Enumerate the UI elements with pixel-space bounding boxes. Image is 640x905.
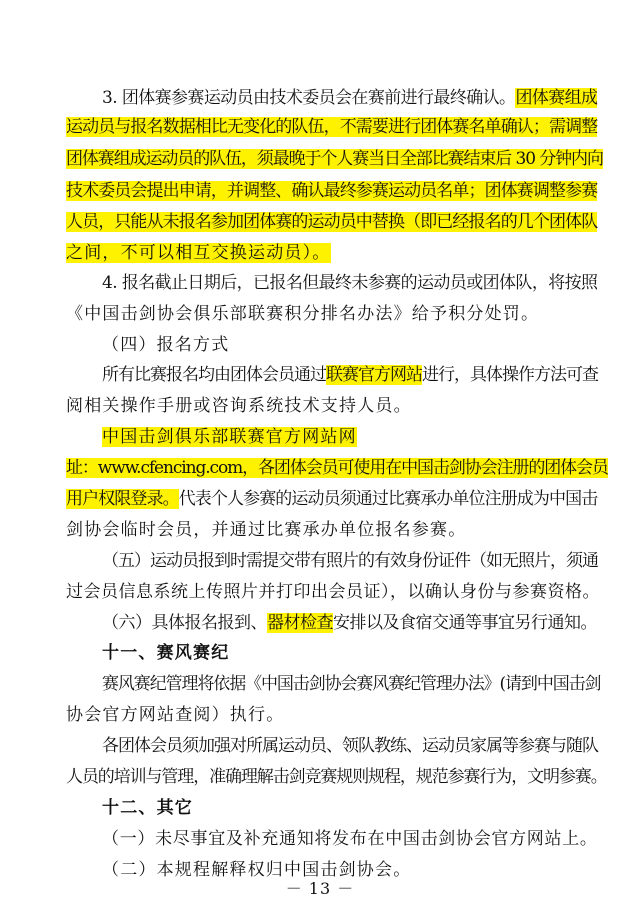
section6-text: 安排以及食宿交通等事宜另行通知。 bbox=[333, 613, 597, 633]
para3-line1 bbox=[102, 84, 597, 112]
section5-line2: 过会员信息系统上传照片并打印出会员证），以确认身份与参赛资格。 bbox=[66, 582, 600, 602]
section4-line3 bbox=[102, 423, 357, 451]
section12-heading: 十二、其它 bbox=[102, 798, 193, 818]
para3-line4 bbox=[66, 177, 597, 205]
highlight-text: 联赛官方网站 bbox=[326, 365, 422, 385]
highlight-text: 技术委员会提出申请，并调整、确认最终参赛运动员名单；团体赛调整参赛 bbox=[66, 181, 598, 201]
section6-text: （六）具体报名报到、 bbox=[102, 613, 267, 633]
highlight-text: 之间，不可以相互交换运动员）。 bbox=[66, 243, 331, 263]
section6-line1 bbox=[102, 609, 597, 637]
section4-text: 代表个人参赛的运动员须通过比赛承办单位注册成为中国击 bbox=[178, 489, 598, 509]
section11-p2-line2: 人员的培训与管理，准确理解击剑竞赛规则规程，规范参赛行为，文明参赛。 bbox=[66, 767, 607, 787]
section4-line1 bbox=[102, 361, 598, 389]
highlight-text: 中国击剑俱乐部联赛官方网站网 bbox=[102, 427, 357, 447]
section11-heading: 十一、赛风赛纪 bbox=[102, 643, 230, 663]
highlight-text: 用户权限登录。 bbox=[66, 489, 179, 509]
section4-title: （四）报名方式 bbox=[102, 335, 230, 355]
para3-line3 bbox=[66, 145, 603, 173]
para3-line6 bbox=[66, 239, 331, 267]
para3-line2 bbox=[66, 113, 597, 141]
section11-p2-line1: 各团体会员须加强对所属运动员、领队教练、运动员家属等参赛与随队 bbox=[102, 736, 598, 756]
highlight-text: 址：www.cfencing.com，各团体会员可使用在中国击剑协会注册的团体会员 bbox=[66, 458, 608, 478]
section12-item1: （一）未尽事宜及补充通知将发布在中国击剑协会官方网站上。 bbox=[102, 829, 598, 849]
section4-line4 bbox=[66, 454, 608, 482]
section4-text: 所有比赛报名均由团体会员通过 bbox=[102, 365, 326, 385]
section4-text: 进行，具体操作方法可查 bbox=[422, 365, 598, 385]
section4-line6: 剑协会临时会员，并通过比赛承办单位报名参赛。 bbox=[66, 520, 467, 540]
para3-text: 3. 团体赛参赛运动员由技术委员会在赛前进行最终确认。 bbox=[102, 88, 516, 108]
section11-p1-line1: 赛风赛纪管理将依据《中国击剑协会赛风赛纪管理办法》(请到中国击剑 bbox=[102, 674, 601, 694]
highlight-text: 人员，只能从未报名参加团体赛的运动员中替换（即已经报名的几个团体队 bbox=[66, 212, 598, 232]
para3-line5 bbox=[66, 208, 597, 236]
section12-item2: （二）本规程解释权归中国击剑协会。 bbox=[102, 860, 412, 880]
para4-line2: 《中国击剑协会俱乐部联赛积分排名办法》给予积分处罚。 bbox=[66, 304, 540, 324]
para4-line1: 4. 报名截止日期后，已报名但最终未参赛的运动员或团体队，将按照 bbox=[102, 273, 598, 293]
section11-p1-line2: 协会官方网站查阅）执行。 bbox=[66, 705, 285, 725]
section4-line5 bbox=[66, 485, 597, 513]
section5-line1: （五）运动员报到时需提交带有照片的有效身份证件（如无照片，须通 bbox=[102, 551, 598, 571]
highlight-text: 团体赛组成运动员的队伍，须最晚于个人赛当日全部比赛结束后 30 分钟内向 bbox=[66, 149, 603, 169]
highlight-text: 运动员与报名数据相比无变化的队伍，不需要进行团体赛名单确认；需调整 bbox=[66, 117, 598, 137]
section4-line2: 阅相关操作手册或咨询系统技术支持人员。 bbox=[66, 396, 412, 416]
highlight-text: 团体赛组成 bbox=[515, 88, 598, 108]
highlight-text: 器材检查 bbox=[267, 613, 333, 633]
page-number: － 13 － bbox=[285, 879, 355, 898]
